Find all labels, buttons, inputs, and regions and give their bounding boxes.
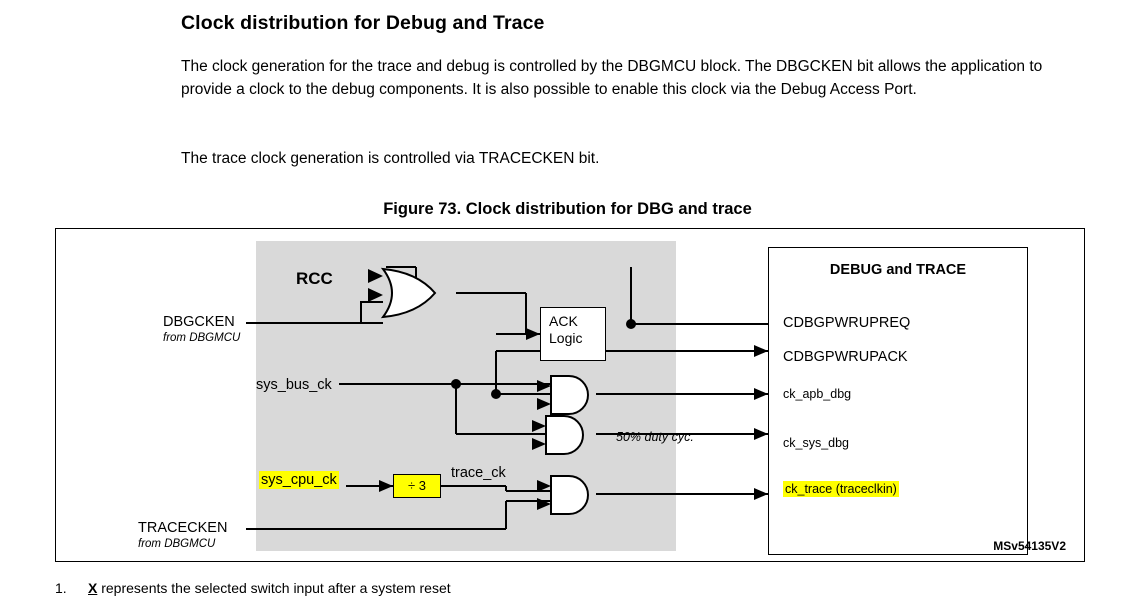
- output-label-ck-apb-dbg: ck_apb_dbg: [783, 387, 852, 401]
- page-title: Clock distribution for Debug and Trace: [181, 12, 545, 34]
- paragraph-2: The trace clock generation is controlled via TRACECKEN bit.: [181, 150, 600, 167]
- duty-cycle-note: 50% duty cyc.: [616, 430, 694, 444]
- debug-trace-title: DEBUG and TRACE: [829, 262, 967, 278]
- output-label-cdbgpwrupreq: CDBGPWRUPREQ: [783, 315, 911, 331]
- ack-logic-line2: Logic: [549, 330, 583, 346]
- footnote-marker: X: [88, 580, 98, 596]
- input-label-sys-bus-ck: sys_bus_ck: [256, 377, 332, 393]
- figure-revision: MSv54135V2: [993, 539, 1066, 553]
- input-label-sys-cpu-ck: sys_cpu_ck: [261, 472, 337, 488]
- input-sublabel-tracecken: from DBGMCU: [138, 538, 216, 550]
- figure-container: [55, 228, 1085, 562]
- input-label-tracecken: TRACECKEN: [138, 520, 228, 536]
- output-label-ck-trace: ck_trace (traceclkin): [785, 482, 897, 496]
- footnote-text: represents the selected switch input after a system reset: [97, 580, 451, 596]
- input-label-dbgcken: DBGCKEN: [163, 314, 235, 330]
- footnote-number: 1.: [55, 580, 67, 596]
- input-sublabel-dbgcken: from DBGMCU: [163, 332, 241, 344]
- output-label-ck-sys-dbg: ck_sys_dbg: [783, 436, 850, 450]
- figure-schematic: [56, 229, 1086, 563]
- ack-logic-line1: ACK: [549, 313, 578, 329]
- paragraph-1: The clock generation for the trace and debug is controlled by the DBGMCU block. The DBGCKEN bit allows the application to provide a clock to the debug components. It is also possible to enable this clock via the Debug Access Port.: [181, 58, 1043, 98]
- output-label-cdbgpwrupack: CDBGPWRUPACK: [783, 349, 908, 365]
- figure-caption: Figure 73. Clock distribution for DBG and trace: [383, 200, 752, 218]
- trace-ck-label: trace_ck: [451, 465, 506, 481]
- rcc-label: RCC: [296, 269, 333, 288]
- divider-block: ÷ 3: [393, 474, 441, 498]
